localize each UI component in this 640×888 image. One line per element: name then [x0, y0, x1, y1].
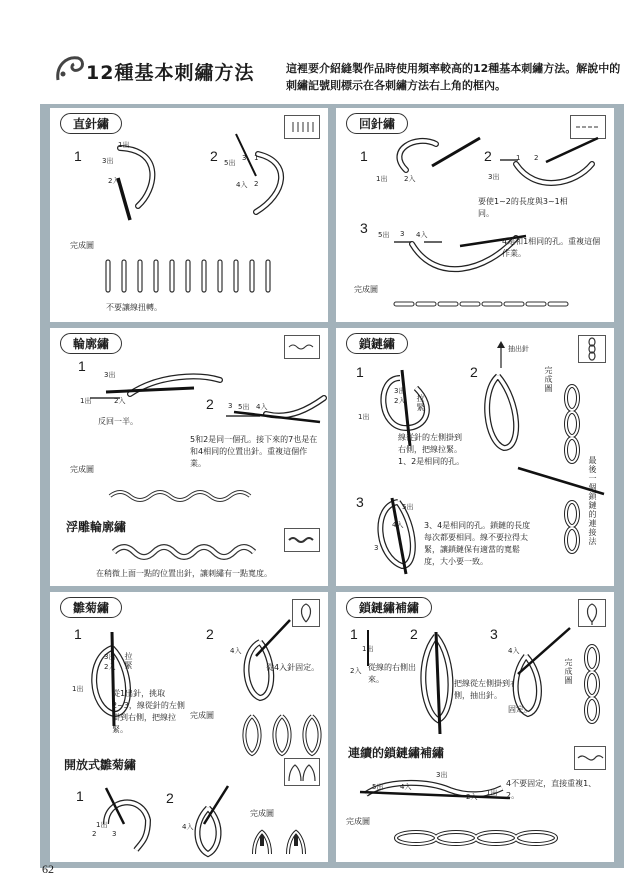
note: 固定。	[508, 705, 532, 714]
note: 4不要固定，直接重複1、2。	[506, 779, 597, 800]
needle-thread-diagram	[486, 134, 606, 194]
point-label: 5出	[224, 159, 236, 167]
finished-daisy	[238, 710, 328, 758]
panel-title: 雛菊繡	[60, 597, 122, 618]
step-number: 2	[166, 790, 174, 806]
point-label: 3出	[394, 387, 406, 395]
point-label: 5出	[378, 231, 390, 239]
finished-stitches	[106, 486, 266, 502]
step-number: 1	[74, 148, 82, 164]
point-label: 抽出針	[508, 345, 529, 353]
finished-stitches	[104, 258, 284, 298]
stitch-symbol-icon	[574, 746, 606, 770]
note: 反回一半。	[98, 417, 138, 426]
point-label: 1出	[486, 789, 498, 797]
note: 4是和1相同的孔。重複這個作業。	[502, 237, 601, 258]
point-label: 2入	[466, 793, 478, 801]
point-label: 1出	[376, 175, 388, 183]
panel-title: 鎖鏈繡	[346, 333, 408, 354]
point-label: 3	[112, 830, 117, 838]
step-number: 1	[78, 358, 86, 374]
step-number: 2	[206, 626, 214, 642]
step-number: 1	[360, 148, 368, 164]
step-number: 2	[210, 148, 218, 164]
caption: 不要讓線扭轉。	[106, 303, 162, 312]
stitch-symbol-icon	[284, 758, 320, 786]
subsection-title: 浮雕輪廓繡	[66, 520, 127, 534]
step-number: 1	[356, 364, 364, 380]
step-number: 2	[470, 364, 478, 380]
finished-stitches	[110, 542, 270, 562]
stitch-symbol-icon	[578, 335, 606, 363]
point-label: 3	[374, 544, 379, 552]
finished-label: 完成圖	[564, 658, 573, 685]
note: 要使1~2的長度與3~1相同。	[478, 197, 568, 218]
point-label: 2入	[404, 175, 416, 183]
point-label: 拉緊	[416, 394, 425, 412]
point-label: 1出	[118, 141, 130, 149]
note: 從1出針，挑取2~3，線從針的左側掛到右側，把線拉緊。	[112, 689, 185, 734]
caption: 在稍微上面一點的位置出針，讓刺繡有一點寬度。	[96, 569, 272, 578]
note: 從4入針固定。	[266, 663, 320, 672]
finished-label: 完成圖	[544, 366, 553, 393]
note: 3、4是相同的孔。鎖鏈的長度每次都要相同。線不要拉得太緊，讓鎖鏈保有適當的寬鬆度，大小要一致。	[424, 521, 531, 566]
subsection-title: 連續的鎖鏈繡補繡	[348, 746, 445, 760]
needle-thread-diagram	[86, 784, 176, 854]
stitch-symbol-icon	[284, 528, 320, 552]
step-number: 2	[206, 396, 214, 412]
point-label: 1出	[72, 685, 84, 693]
finished-chain	[578, 640, 606, 726]
finished-label: 完成圖	[190, 711, 214, 720]
point-label: 3出	[488, 173, 500, 181]
point-label: 3出	[102, 157, 114, 165]
point-label: 1出	[358, 413, 370, 421]
point-label: 3	[228, 402, 233, 410]
point-label: 4入	[236, 181, 248, 189]
step-number: 2	[484, 148, 492, 164]
point-label: 4入	[508, 647, 520, 655]
panel-title: 直針繡	[60, 113, 122, 134]
step-number: 3	[490, 626, 498, 642]
stitch-symbol-icon	[578, 599, 606, 627]
page-header	[0, 0, 640, 104]
note: 把線從左側掛到右側，抽出針。	[454, 679, 518, 700]
intro-text: 這裡要介紹縫製作品時使用頻率較高的12種基本刺繡方法。解說中的刺繡記號則標示在各刺繡方法右上角的框內。	[286, 62, 621, 92]
point-label: 5出	[372, 783, 384, 791]
finished-chain-fix	[392, 828, 572, 848]
page-title: 12種基本刺繡方法	[86, 62, 255, 84]
point-label: 4入	[256, 403, 268, 411]
point-label: 5出	[402, 503, 414, 511]
point-label: 拉緊	[124, 652, 133, 670]
point-label: 2入	[394, 397, 406, 405]
step-number: 2	[410, 626, 418, 642]
point-label: 2	[254, 180, 259, 188]
point-label: 4入	[400, 783, 412, 791]
finished-chain	[558, 384, 588, 574]
panel-straight-stitch	[50, 108, 328, 322]
point-label: 4入	[392, 521, 404, 529]
point-label: 1出	[96, 821, 108, 829]
point-label: 2	[534, 154, 539, 162]
step-number: 3	[356, 494, 364, 510]
point-label: 3出	[436, 771, 448, 779]
subsection-title: 開放式雛菊繡	[64, 758, 137, 772]
panel-chain-fix-stitch	[336, 592, 614, 862]
finished-label: 完成圖	[346, 817, 370, 826]
panel-title: 回針繡	[346, 113, 408, 134]
stitch-symbol-icon	[284, 335, 320, 359]
panel-chain-stitch	[336, 328, 614, 586]
point-label: 2入	[104, 663, 116, 671]
point-label: 3出	[104, 371, 116, 379]
finished-label: 完成圖	[250, 809, 274, 818]
point-label: 2入	[114, 397, 126, 405]
panel-back-stitch	[336, 108, 614, 322]
step-number: 3	[360, 220, 368, 236]
panel-outline-stitch	[50, 328, 328, 586]
stitch-board	[40, 104, 624, 868]
step-number: 1	[74, 626, 82, 642]
point-label: 3	[242, 154, 247, 162]
panel-title: 鎖鏈繡補繡	[346, 597, 432, 618]
note: 最後一個鎖鏈的連接法	[588, 456, 597, 546]
finished-open-daisy	[248, 824, 318, 860]
point-label: 1	[254, 154, 259, 162]
point-label: 4入	[230, 647, 242, 655]
point-label: 2入	[108, 177, 120, 185]
point-label: 2	[92, 830, 97, 838]
finished-label: 完成圖	[70, 241, 94, 250]
point-label: 1	[516, 154, 521, 162]
finished-label: 完成圖	[354, 285, 378, 294]
point-label: 4入	[182, 823, 194, 831]
finished-stitches	[392, 300, 572, 310]
point-label: 4入	[416, 231, 428, 239]
point-label: 1出	[362, 645, 374, 653]
step-number: 1	[76, 788, 84, 804]
panel-daisy-stitch	[50, 592, 328, 862]
needle-thread-diagram	[376, 130, 486, 180]
panel-title: 輪廓繡	[60, 333, 122, 354]
page-number: 62	[42, 862, 54, 876]
finished-label: 完成圖	[70, 465, 94, 474]
point-label: 3出	[104, 653, 116, 661]
step-number: 1	[350, 626, 358, 642]
point-label: 5出	[238, 403, 250, 411]
direction-arrow-icon	[496, 340, 506, 370]
point-label: 2入	[350, 667, 362, 675]
note: 線從針的左側掛到右側，把線拉緊。1、2是相同的孔。	[398, 433, 465, 466]
needle-thread-diagram	[226, 132, 296, 222]
point-label: 1出	[80, 397, 92, 405]
swirl-ornament-icon	[54, 52, 86, 84]
note: 從線的右側出來。	[368, 663, 416, 684]
point-label: 3	[400, 230, 405, 238]
note: 5和2是同一個孔。接下來的7也是在和4相同的位置出針。重複這個作業。	[190, 435, 318, 468]
